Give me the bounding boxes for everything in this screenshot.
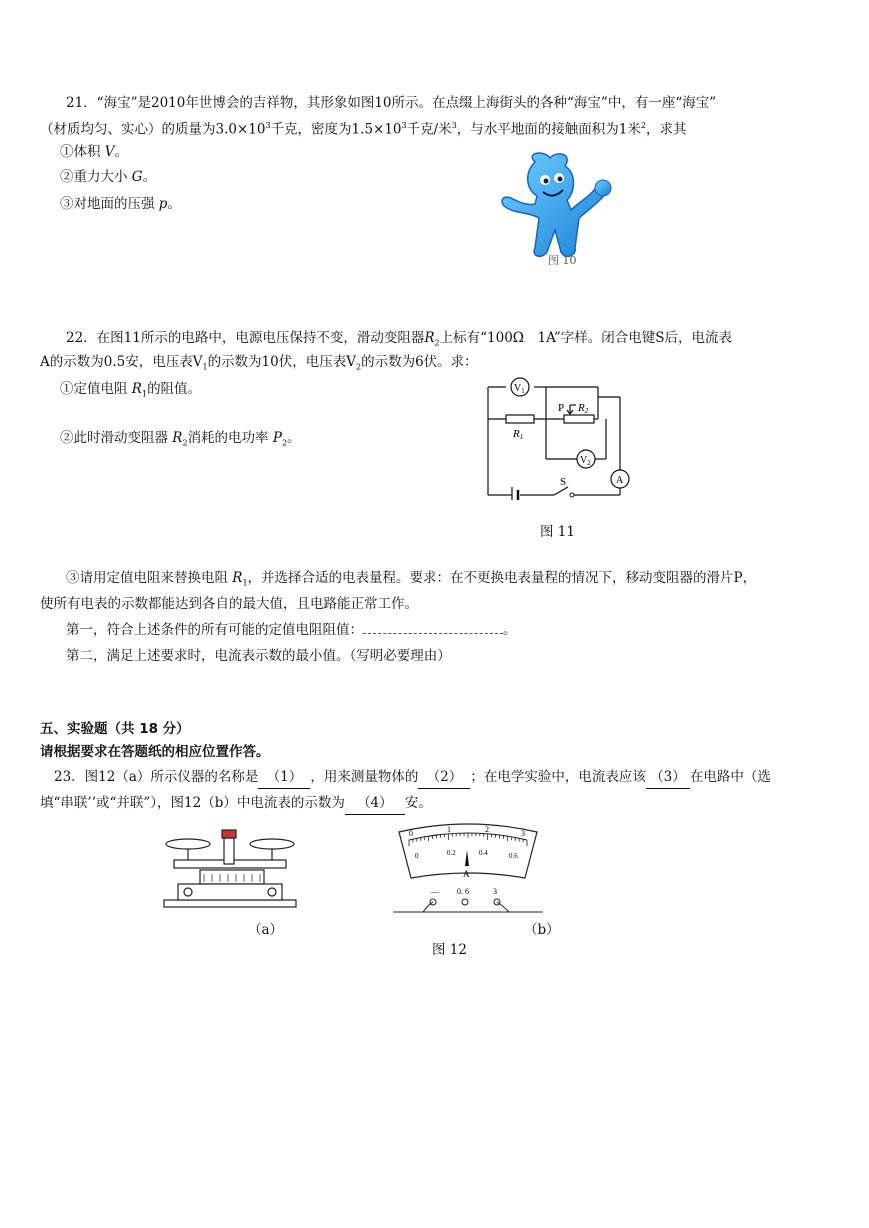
subscript: 1: [202, 362, 208, 372]
balance-leveling-screw: [184, 888, 192, 896]
text-run: 。: [503, 622, 517, 638]
r1-resistor: [506, 415, 534, 423]
subscript: 2: [182, 438, 188, 448]
q23-line2: [40, 792, 432, 815]
balance-leveling-screw: [268, 888, 276, 896]
blank-1[interactable]: （1）: [258, 766, 310, 789]
switch-label: S: [560, 476, 567, 488]
text-run: 上标有“100Ω 1A”字样。闭合电键S后，电流表: [439, 330, 732, 346]
meter-unit-label: A: [463, 869, 470, 879]
q22-item3-line3: [66, 619, 517, 641]
q21-item1: [60, 141, 128, 163]
superscript: 3: [265, 121, 271, 130]
section-5-instruction: 请根据要求在答题纸的相应位置作答。: [40, 744, 270, 760]
terminal-0.6-label: 0. 6: [457, 887, 469, 896]
q22-line2: [40, 351, 478, 379]
terminal-0.6: [462, 899, 468, 905]
text-run: ，用来测量物体的: [310, 769, 419, 785]
text-run: 22．在图11所示的电路中，电源电压保持不变，滑动变阻器: [66, 330, 425, 346]
scale-top-1: 1: [447, 825, 451, 834]
wire-lead: [497, 902, 509, 912]
text-run: 的阻值。: [147, 381, 202, 397]
text-run: ；在电学实验中，电流表应该: [470, 769, 646, 785]
variable: V: [104, 144, 115, 160]
left-pan: [166, 839, 210, 849]
variable: G: [131, 169, 143, 185]
text-run: ③对地面的压强: [60, 196, 159, 212]
scale-bottom-1: 0.2: [447, 849, 456, 857]
q21-item2: [60, 166, 156, 188]
q21-line2: [40, 115, 686, 141]
q21-line1: 21．“海宝”是2010年世博会的吉祥物，其形象如图10所示。在点缀上海街头的各种“海宝”中，有一座“海宝”: [66, 95, 717, 111]
subscript: 2: [434, 338, 440, 348]
variable: P: [272, 430, 282, 446]
scale-top-0: 0: [409, 829, 413, 838]
balance-scale-figure: [160, 820, 300, 912]
switch-contact: [570, 493, 574, 497]
q22-item3-line2: 使所有电表的示数都能达到各自的最大值，且电路能正常工作。: [40, 596, 418, 612]
superscript: 2: [640, 121, 646, 130]
scale-top-3: 3: [521, 829, 525, 838]
text-run: 千克，密度为1.5×10: [270, 121, 402, 138]
blank-3[interactable]: （3）: [646, 766, 690, 789]
text-run: 。: [167, 196, 181, 212]
ammeter-figure: [393, 822, 543, 914]
scale-bottom-2: 0.4: [479, 849, 488, 857]
switch-lever: [554, 487, 568, 495]
text-run: 安。: [404, 795, 432, 811]
subscript: 2: [281, 438, 288, 448]
blank-4[interactable]: （4）: [345, 792, 405, 815]
variable: R: [172, 430, 183, 446]
variable: R: [131, 381, 142, 397]
figure-12b-caption: （b）: [524, 922, 560, 938]
text-run: ②此时滑动变阻器: [60, 430, 173, 446]
superscript: 3: [401, 121, 407, 130]
text-run: 在电路中（选: [689, 769, 771, 785]
text-run: 消耗的电功率: [187, 430, 273, 446]
text-run: ，求其: [645, 121, 687, 138]
balance-pointer-column: [224, 838, 234, 864]
scale-top-2: 2: [485, 825, 489, 834]
text-run: （材质均匀、实心）的质量为3.0×10: [40, 121, 266, 138]
blank-2[interactable]: （2）: [418, 766, 470, 789]
q22-item3-line4: 第二，满足上述要求时，电流表示数的最小值。（写明必要理由）: [66, 648, 451, 664]
text-run: 的示数为10伏，电压表V: [207, 354, 356, 370]
text-run: 千克/米: [406, 121, 452, 138]
text-run: ③请用定值电阻来替换电阻: [66, 570, 233, 586]
q23-line1: [54, 766, 771, 789]
r1-label: R1: [513, 428, 524, 441]
variable: p: [158, 196, 168, 212]
text-run: 。: [142, 169, 157, 185]
variable: R: [424, 330, 435, 346]
text-run: 的示数为6伏。求：: [361, 354, 478, 370]
q22-item2: [60, 427, 301, 455]
terminal-3-label: 3: [493, 887, 497, 896]
scale-bottom-3: 0.6: [509, 852, 518, 860]
figure-11-caption: 图 11: [540, 524, 575, 540]
v1-label: $V_1$: [514, 383, 525, 395]
v2-label: $V_2$: [580, 455, 591, 467]
text-run: ①定值电阻: [60, 381, 132, 397]
text-run: ①体积: [60, 144, 105, 160]
circuit-diagram: [480, 375, 640, 500]
ammeter-label: A: [616, 475, 624, 486]
terminal-negative-label: —: [431, 887, 439, 896]
r2-rheostat: [564, 415, 594, 423]
variable: R: [232, 570, 243, 586]
text-run: ②重力大小: [60, 169, 132, 185]
balance-scale-ruler: [200, 870, 264, 884]
text-run: ，并选择合适的电表量程。要求：在不更换电表量程的情况下，移动变阻器的滑片P，: [247, 570, 757, 586]
wire-lead: [423, 902, 433, 912]
subscript: 1: [242, 578, 248, 588]
q22-item3-line1: [66, 567, 756, 595]
text-run: ，与水平地面的接触面积为1米: [456, 121, 641, 138]
superscript: 3: [451, 121, 457, 130]
balance-label-tag: [222, 830, 236, 838]
text-run: 填“串联’’或“并联”），图12（b）中电流表的示数为: [40, 795, 345, 811]
balance-base: [164, 900, 296, 907]
subscript: 1: [141, 389, 148, 399]
subscript: 2: [356, 362, 362, 372]
text-run: 第一，符合上述条件的所有可能的定值电阻阻值：: [66, 622, 363, 638]
scale-bottom-0: 0: [415, 852, 419, 860]
figure-12a-caption: （a）: [248, 922, 284, 938]
r2-label: R2: [578, 402, 589, 415]
slider-p-label: P: [558, 402, 565, 414]
balance-body: [178, 884, 282, 900]
right-pan: [250, 839, 294, 849]
haibao-mascot-figure: [495, 152, 615, 267]
q21-item3: [60, 193, 181, 215]
answer-blank[interactable]: [363, 633, 503, 634]
text-run: 。: [114, 144, 129, 160]
text-run: 23．图12（a）所示仪器的名称是: [54, 769, 259, 785]
section-5-title: 五、实验题（共 18 分）: [40, 721, 190, 737]
text-run: A的示数为0.5安，电压表V: [40, 354, 203, 370]
figure-10-caption: 图 10: [548, 254, 577, 267]
text-run: 。: [287, 430, 301, 446]
figure-12-caption: 图 12: [432, 942, 467, 958]
q22-item1: [60, 378, 201, 406]
